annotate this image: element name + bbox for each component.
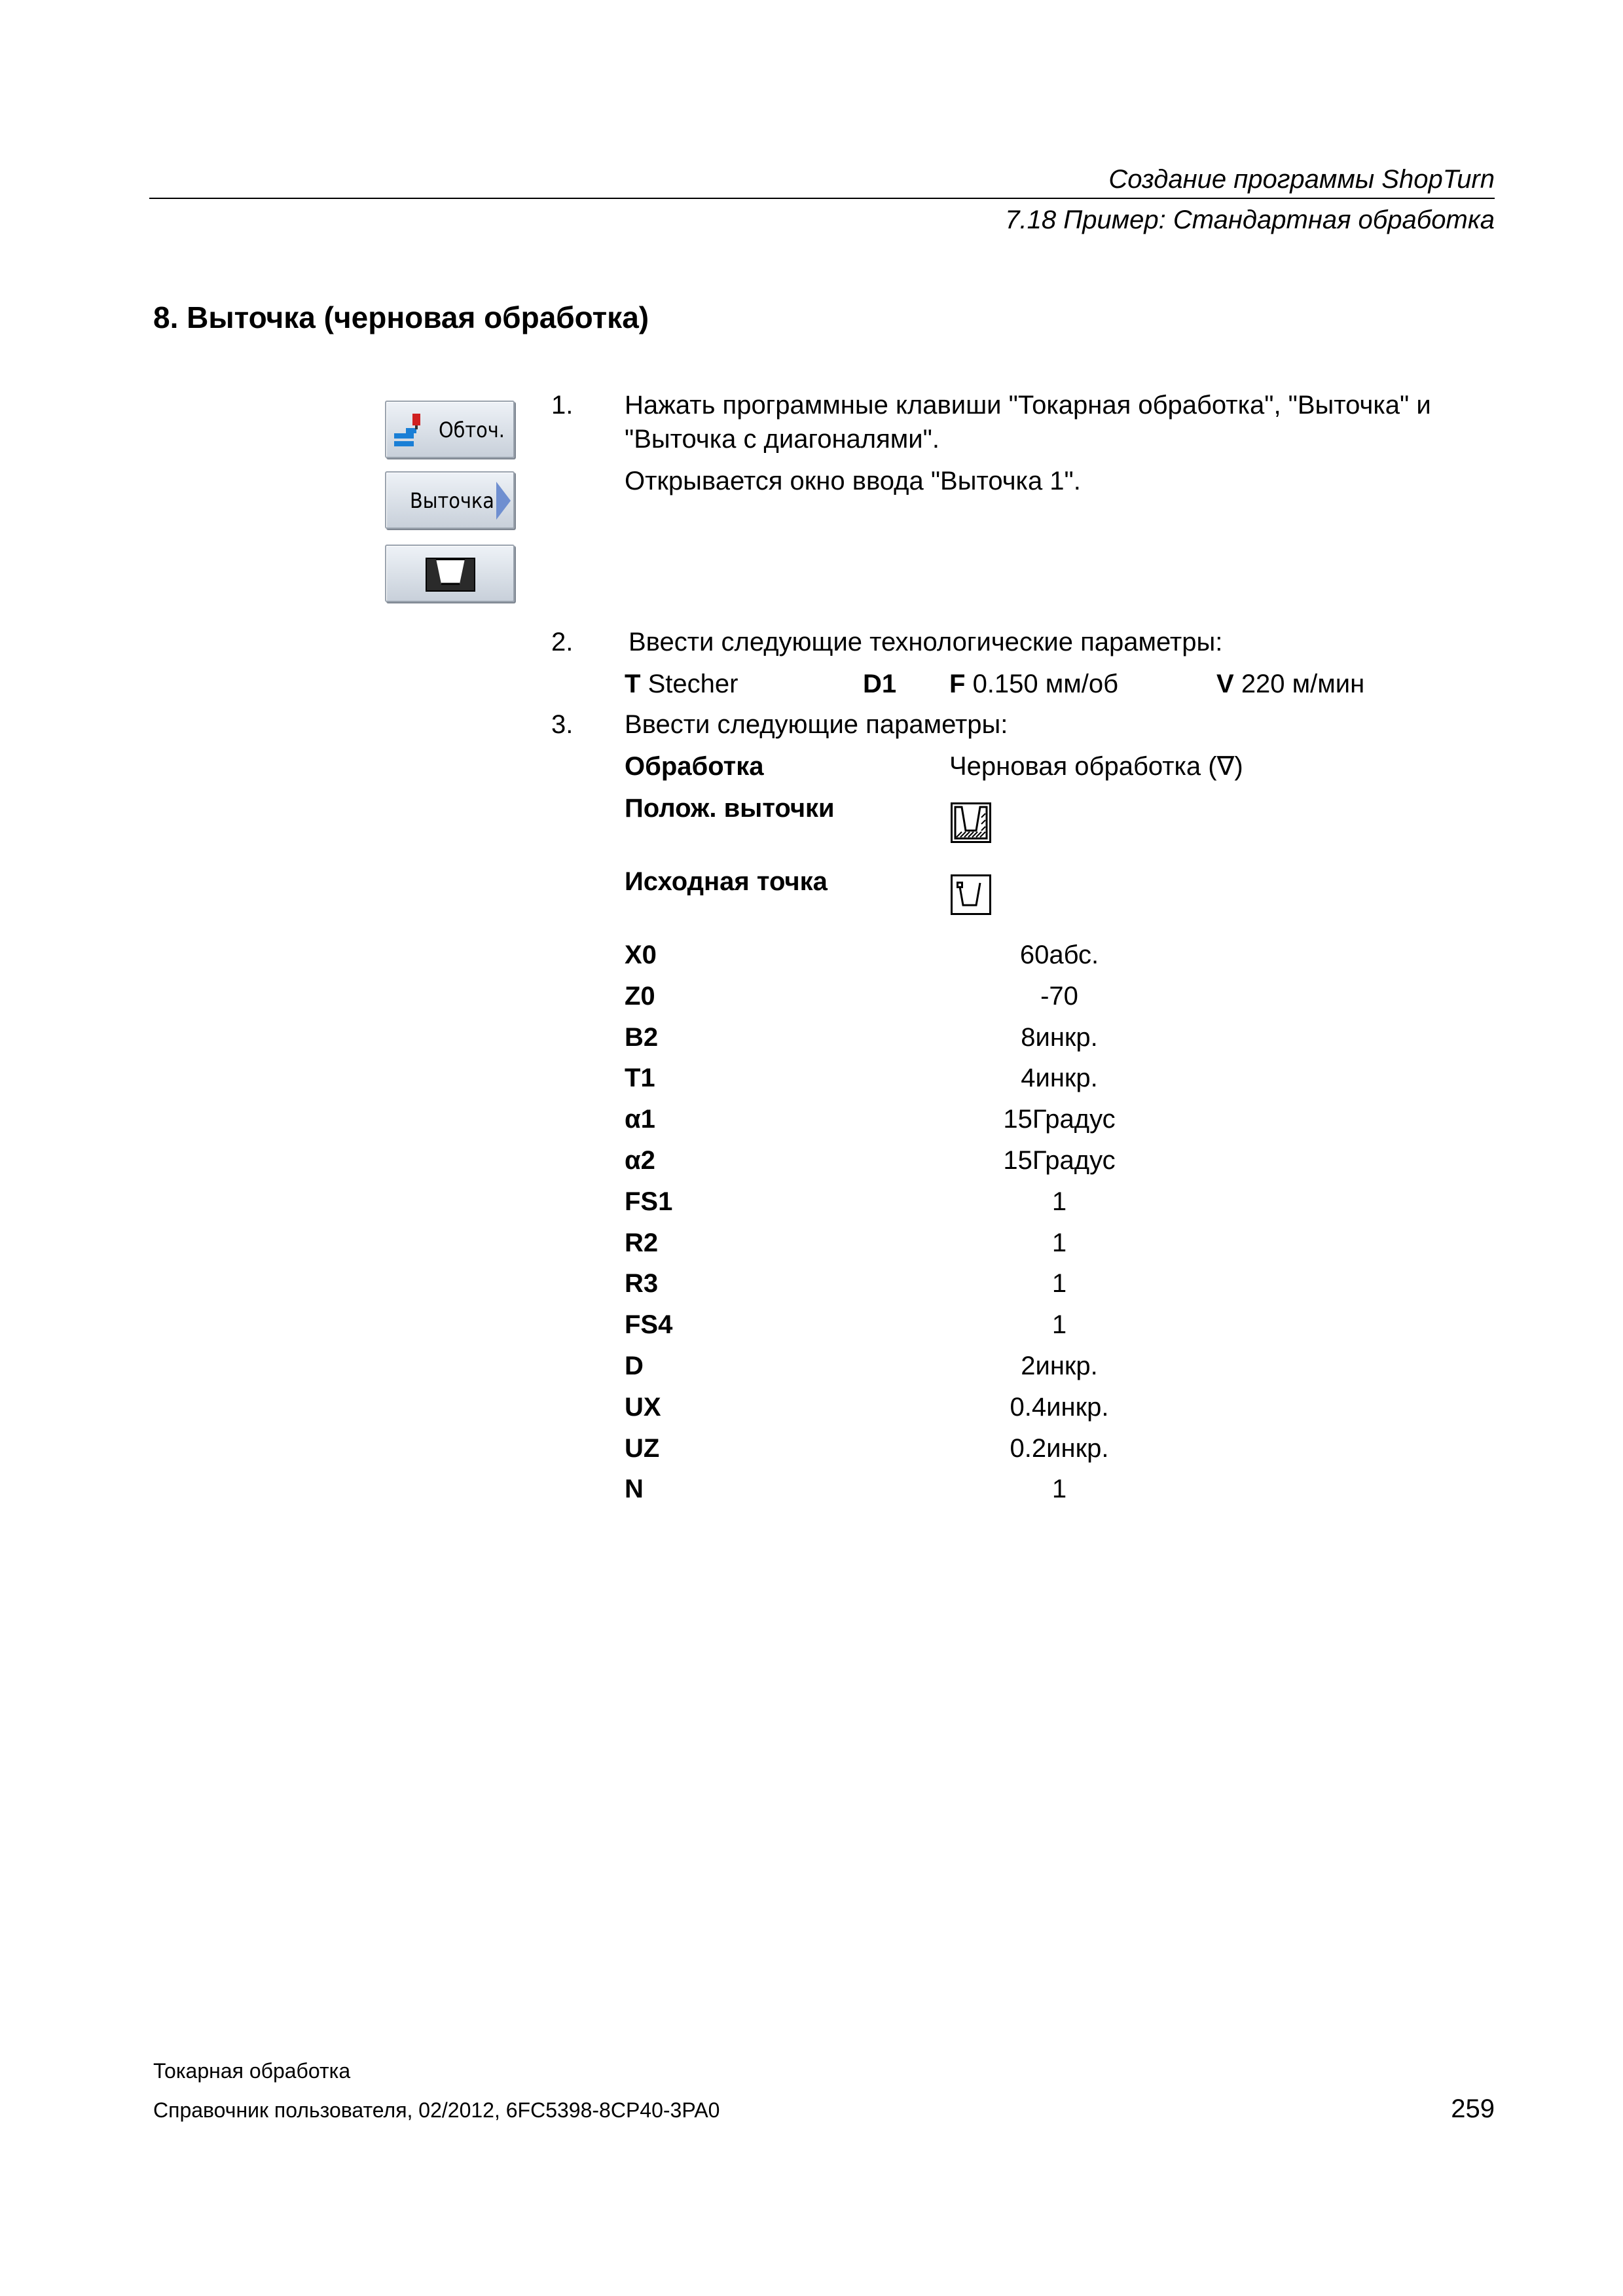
param-label: UX (625, 1393, 661, 1422)
param-machining-label: Обработка (625, 752, 764, 781)
groove-diagonal-icon (424, 555, 477, 593)
param-label: α2 (625, 1146, 655, 1175)
tech-f-value: 0.150 мм/об (972, 670, 1119, 698)
param-label: UZ (625, 1434, 660, 1463)
param-reference-point-label: Исходная точка (625, 867, 828, 896)
step-1-line-3: Открывается окно ввода "Выточка 1". (625, 467, 1081, 495)
step-1-line-2: "Выточка с диагоналями". (625, 425, 939, 454)
param-value: 1 (1051, 1475, 1067, 1503)
param-label: B2 (625, 1023, 659, 1052)
step-3-text: Ввести следующие параметры: (625, 710, 1008, 739)
param-label: X0 (625, 941, 657, 969)
chapter-header: Создание программы ShopTurn (1108, 165, 1495, 194)
param-label: D (625, 1352, 644, 1380)
turning-tool-icon (392, 410, 431, 450)
footer-line-1: Токарная обработка (153, 2059, 351, 2083)
param-label: Z0 (625, 982, 655, 1011)
param-value: 15Градус (1003, 1105, 1116, 1134)
tech-f-label: F (949, 670, 966, 698)
tech-t-value: Stecher (647, 670, 739, 698)
section-header: 7.18 Пример: Стандартная обработка (1005, 206, 1495, 234)
param-value: 4инкр. (1021, 1064, 1098, 1092)
step-2-number: 2. (551, 628, 574, 656)
softkey-groove[interactable] (385, 471, 515, 529)
param-machining-value: Черновая обработка (∇) (949, 752, 1243, 781)
step-2-text: Ввести следующие технологические параметры: (629, 628, 1223, 656)
footer-line-2: Справочник пользователя, 02/2012, 6FC5398-8CP40-3PA0 (153, 2098, 720, 2122)
tech-v-label: V (1216, 670, 1234, 698)
param-label: FS4 (625, 1310, 673, 1339)
param-label: α1 (625, 1105, 655, 1134)
param-value: 2инкр. (1021, 1352, 1098, 1380)
softkey-groove-label: Выточка (410, 488, 494, 513)
param-value: 60абс. (1019, 941, 1099, 969)
param-value: 1 (1051, 1229, 1067, 1257)
reference-point-icon (951, 874, 991, 915)
param-groove-position-label: Полож. выточки (625, 794, 835, 823)
param-value: 1 (1051, 1187, 1067, 1216)
param-label: T1 (625, 1064, 655, 1092)
page-title: 8. Выточка (черновая обработка) (153, 300, 649, 334)
step-3-number: 3. (551, 710, 574, 739)
tech-v-value: 220 м/мин (1241, 670, 1365, 698)
header-rule (149, 198, 1495, 199)
softkey-turning[interactable] (385, 401, 515, 458)
param-label: R3 (625, 1269, 659, 1298)
param-label: FS1 (625, 1187, 673, 1216)
param-value: 8инкр. (1021, 1023, 1098, 1052)
param-value: 0.4инкр. (1010, 1393, 1109, 1422)
tech-param-v (1216, 668, 1364, 700)
param-value: 1 (1051, 1269, 1067, 1298)
tech-param-t (625, 668, 738, 700)
step-1-number: 1. (551, 391, 574, 420)
param-value: 1 (1051, 1310, 1067, 1339)
tech-t-label: T (625, 670, 641, 698)
tech-d-label: D1 (863, 670, 897, 698)
groove-position-icon (951, 802, 991, 843)
param-value: 0.2инкр. (1010, 1434, 1109, 1463)
tech-param-f (949, 668, 1118, 700)
param-label: R2 (625, 1229, 659, 1257)
softkey-turning-label: Обточ. (439, 418, 505, 442)
param-value: 15Градус (1003, 1146, 1116, 1175)
page-number: 259 (1451, 2094, 1495, 2123)
param-value: -70 (1040, 982, 1078, 1011)
softkey-groove-diagonal[interactable] (385, 545, 515, 602)
param-label: N (625, 1475, 644, 1503)
step-1-line-1: Нажать программные клавиши "Токарная обработка", "Выточка" и (625, 391, 1431, 420)
arrow-right-icon (496, 482, 511, 520)
